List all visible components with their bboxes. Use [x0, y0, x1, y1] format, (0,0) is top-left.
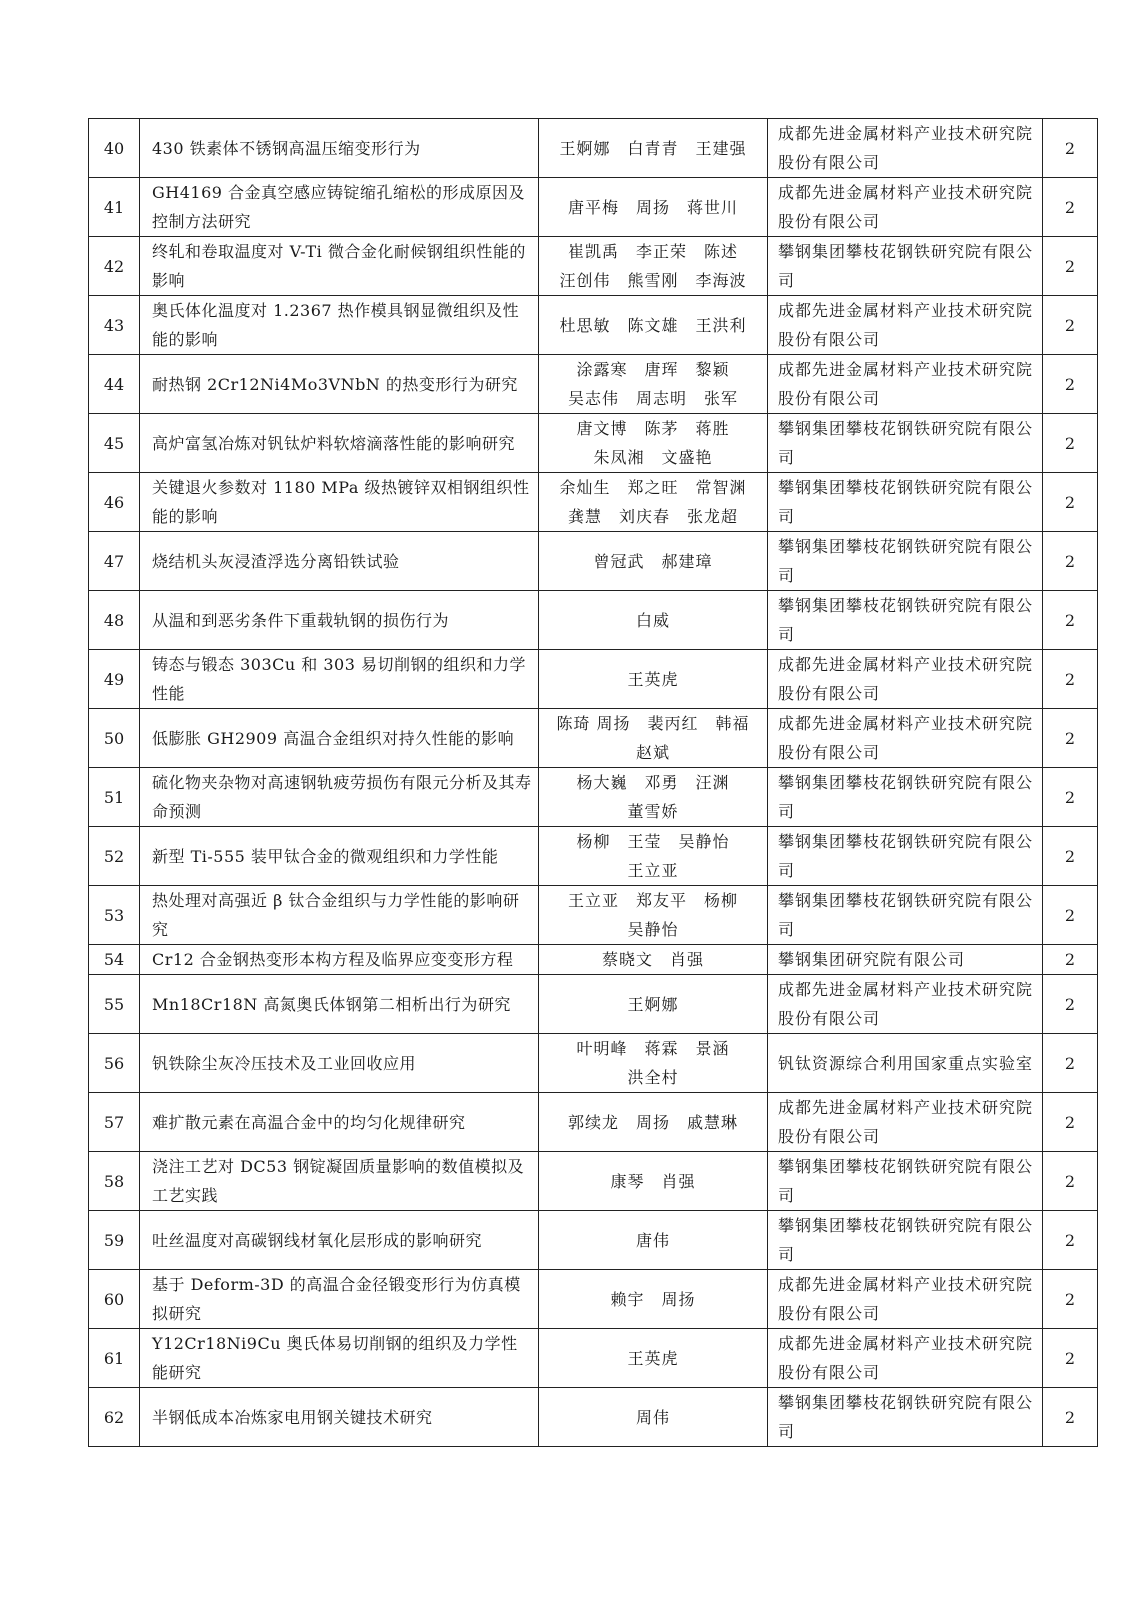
count: 2 — [1043, 532, 1098, 591]
paper-title: 钒铁除尘灰冷压技术及工业回收应用 — [140, 1034, 539, 1093]
paper-title: Mn18Cr18N 高氮奥氏体钢第二相析出行为研究 — [140, 975, 539, 1034]
count: 2 — [1043, 975, 1098, 1034]
count: 2 — [1043, 945, 1098, 975]
count: 2 — [1043, 296, 1098, 355]
paper-title: 烧结机头灰浸渣浮选分离铅铁试验 — [140, 532, 539, 591]
row-number: 42 — [89, 237, 140, 296]
organization: 攀钢集团攀枝花钢铁研究院有限公司 — [768, 532, 1043, 591]
row-number: 61 — [89, 1329, 140, 1388]
paper-title: 奥氏体化温度对 1.2367 热作模具钢显微组织及性能的影响 — [140, 296, 539, 355]
organization: 攀钢集团攀枝花钢铁研究院有限公司 — [768, 886, 1043, 945]
authors: 王英虎 — [539, 650, 768, 709]
organization: 成都先进金属材料产业技术研究院股份有限公司 — [768, 1329, 1043, 1388]
table-row — [89, 975, 1098, 1034]
authors: 涂露寒 唐珲 黎颖 吴志伟 周志明 张军 — [539, 355, 768, 414]
table-row — [89, 355, 1098, 414]
organization: 成都先进金属材料产业技术研究院股份有限公司 — [768, 119, 1043, 178]
count: 2 — [1043, 119, 1098, 178]
paper-title: 半钢低成本冶炼家电用钢关键技术研究 — [140, 1388, 539, 1447]
table-row — [89, 709, 1098, 768]
row-number: 55 — [89, 975, 140, 1034]
paper-title: 热处理对高强近 β 钛合金组织与力学性能的影响研究 — [140, 886, 539, 945]
organization: 成都先进金属材料产业技术研究院股份有限公司 — [768, 178, 1043, 237]
organization: 成都先进金属材料产业技术研究院股份有限公司 — [768, 296, 1043, 355]
paper-title: 耐热钢 2Cr12Ni4Mo3VNbN 的热变形行为研究 — [140, 355, 539, 414]
count: 2 — [1043, 1211, 1098, 1270]
authors: 杨大巍 邓勇 汪渊 董雪娇 — [539, 768, 768, 827]
paper-title: 从温和到恶劣条件下重载轨钢的损伤行为 — [140, 591, 539, 650]
table-row — [89, 827, 1098, 886]
paper-title: Cr12 合金钢热变形本构方程及临界应变变形方程 — [140, 945, 539, 975]
count: 2 — [1043, 1152, 1098, 1211]
organization: 成都先进金属材料产业技术研究院股份有限公司 — [768, 1093, 1043, 1152]
table-row — [89, 1211, 1098, 1270]
count: 2 — [1043, 1329, 1098, 1388]
authors: 唐文博 陈茅 蒋胜 朱凤湘 文盛艳 — [539, 414, 768, 473]
authors: 王立亚 郑友平 杨柳 吴静怡 — [539, 886, 768, 945]
row-number: 45 — [89, 414, 140, 473]
table-row — [89, 650, 1098, 709]
row-number: 46 — [89, 473, 140, 532]
organization: 攀钢集团攀枝花钢铁研究院有限公司 — [768, 1152, 1043, 1211]
organization: 攀钢集团攀枝花钢铁研究院有限公司 — [768, 827, 1043, 886]
paper-title: 硫化物夹杂物对高速钢轨疲劳损伤有限元分析及其寿命预测 — [140, 768, 539, 827]
paper-title: 430 铁素体不锈钢高温压缩变形行为 — [140, 119, 539, 178]
table-row — [89, 886, 1098, 945]
count: 2 — [1043, 178, 1098, 237]
table-row — [89, 1270, 1098, 1329]
organization: 攀钢集团攀枝花钢铁研究院有限公司 — [768, 473, 1043, 532]
table-row — [89, 414, 1098, 473]
count: 2 — [1043, 768, 1098, 827]
count: 2 — [1043, 1270, 1098, 1329]
paper-title: GH4169 合金真空感应铸锭缩孔缩松的形成原因及控制方法研究 — [140, 178, 539, 237]
authors: 赖宇 周扬 — [539, 1270, 768, 1329]
authors: 唐平梅 周扬 蒋世川 — [539, 178, 768, 237]
row-number: 41 — [89, 178, 140, 237]
count: 2 — [1043, 886, 1098, 945]
organization: 攀钢集团攀枝花钢铁研究院有限公司 — [768, 768, 1043, 827]
organization: 钒钛资源综合利用国家重点实验室 — [768, 1034, 1043, 1093]
organization: 成都先进金属材料产业技术研究院股份有限公司 — [768, 975, 1043, 1034]
table-row — [89, 945, 1098, 975]
row-number: 49 — [89, 650, 140, 709]
organization: 攀钢集团攀枝花钢铁研究院有限公司 — [768, 1388, 1043, 1447]
authors: 曾冠武 郝建璋 — [539, 532, 768, 591]
table-row — [89, 178, 1098, 237]
row-number: 56 — [89, 1034, 140, 1093]
table-row — [89, 1388, 1098, 1447]
row-number: 58 — [89, 1152, 140, 1211]
paper-title: 浇注工艺对 DC53 钢锭凝固质量影响的数值模拟及工艺实践 — [140, 1152, 539, 1211]
authors: 唐伟 — [539, 1211, 768, 1270]
table-row — [89, 1093, 1098, 1152]
paper-title: 高炉富氢冶炼对钒钛炉料软熔滴落性能的影响研究 — [140, 414, 539, 473]
paper-title: 低膨胀 GH2909 高温合金组织对持久性能的影响 — [140, 709, 539, 768]
organization: 成都先进金属材料产业技术研究院股份有限公司 — [768, 650, 1043, 709]
row-number: 57 — [89, 1093, 140, 1152]
paper-title: 吐丝温度对高碳钢线材氧化层形成的影响研究 — [140, 1211, 539, 1270]
table-row — [89, 591, 1098, 650]
row-number: 60 — [89, 1270, 140, 1329]
count: 2 — [1043, 355, 1098, 414]
count: 2 — [1043, 1093, 1098, 1152]
count: 2 — [1043, 1034, 1098, 1093]
count: 2 — [1043, 827, 1098, 886]
authors: 康琴 肖强 — [539, 1152, 768, 1211]
organization: 攀钢集团攀枝花钢铁研究院有限公司 — [768, 591, 1043, 650]
paper-title: 新型 Ti-555 装甲钛合金的微观组织和力学性能 — [140, 827, 539, 886]
organization: 成都先进金属材料产业技术研究院股份有限公司 — [768, 1270, 1043, 1329]
count: 2 — [1043, 709, 1098, 768]
organization: 攀钢集团研究院有限公司 — [768, 945, 1043, 975]
row-number: 51 — [89, 768, 140, 827]
table-row — [89, 1034, 1098, 1093]
table-row — [89, 473, 1098, 532]
organization: 成都先进金属材料产业技术研究院股份有限公司 — [768, 355, 1043, 414]
organization: 攀钢集团攀枝花钢铁研究院有限公司 — [768, 414, 1043, 473]
authors: 王婀娜 — [539, 975, 768, 1034]
row-number: 53 — [89, 886, 140, 945]
count: 2 — [1043, 650, 1098, 709]
organization: 成都先进金属材料产业技术研究院股份有限公司 — [768, 709, 1043, 768]
paper-title: Y12Cr18Ni9Cu 奥氏体易切削钢的组织及力学性能研究 — [140, 1329, 539, 1388]
authors: 崔凯禹 李正荣 陈述 汪创伟 熊雪刚 李海波 — [539, 237, 768, 296]
count: 2 — [1043, 591, 1098, 650]
table-row — [89, 532, 1098, 591]
award-table — [88, 118, 1098, 1447]
table-row — [89, 119, 1098, 178]
row-number: 62 — [89, 1388, 140, 1447]
authors: 杨柳 王莹 吴静怡 王立亚 — [539, 827, 768, 886]
table-row — [89, 768, 1098, 827]
authors: 叶明峰 蒋霖 景涵 洪全村 — [539, 1034, 768, 1093]
count: 2 — [1043, 1388, 1098, 1447]
count: 2 — [1043, 473, 1098, 532]
row-number: 43 — [89, 296, 140, 355]
paper-title: 终轧和卷取温度对 V-Ti 微合金化耐候钢组织性能的影响 — [140, 237, 539, 296]
row-number: 50 — [89, 709, 140, 768]
row-number: 48 — [89, 591, 140, 650]
authors: 王婀娜 白青青 王建强 — [539, 119, 768, 178]
organization: 攀钢集团攀枝花钢铁研究院有限公司 — [768, 237, 1043, 296]
paper-title: 关键退火参数对 1180 MPa 级热镀锌双相钢组织性能的影响 — [140, 473, 539, 532]
table-row — [89, 237, 1098, 296]
organization: 攀钢集团攀枝花钢铁研究院有限公司 — [768, 1211, 1043, 1270]
row-number: 47 — [89, 532, 140, 591]
authors: 蔡晓文 肖强 — [539, 945, 768, 975]
authors: 陈琦 周扬 裴丙红 韩福 赵斌 — [539, 709, 768, 768]
count: 2 — [1043, 237, 1098, 296]
paper-title: 基于 Deform-3D 的高温合金径锻变形行为仿真模拟研究 — [140, 1270, 539, 1329]
paper-title: 铸态与锻态 303Cu 和 303 易切削钢的组织和力学性能 — [140, 650, 539, 709]
table-row — [89, 1152, 1098, 1211]
table-row — [89, 1329, 1098, 1388]
authors: 周伟 — [539, 1388, 768, 1447]
row-number: 52 — [89, 827, 140, 886]
table-body — [89, 119, 1098, 1447]
row-number: 54 — [89, 945, 140, 975]
authors: 白威 — [539, 591, 768, 650]
row-number: 40 — [89, 119, 140, 178]
authors: 王英虎 — [539, 1329, 768, 1388]
authors: 郭续龙 周扬 戚慧琳 — [539, 1093, 768, 1152]
authors: 余灿生 郑之旺 常智渊 龚慧 刘庆春 张龙超 — [539, 473, 768, 532]
count: 2 — [1043, 414, 1098, 473]
paper-title: 难扩散元素在高温合金中的均匀化规律研究 — [140, 1093, 539, 1152]
authors: 杜思敏 陈文雄 王洪利 — [539, 296, 768, 355]
row-number: 59 — [89, 1211, 140, 1270]
table-row — [89, 296, 1098, 355]
row-number: 44 — [89, 355, 140, 414]
